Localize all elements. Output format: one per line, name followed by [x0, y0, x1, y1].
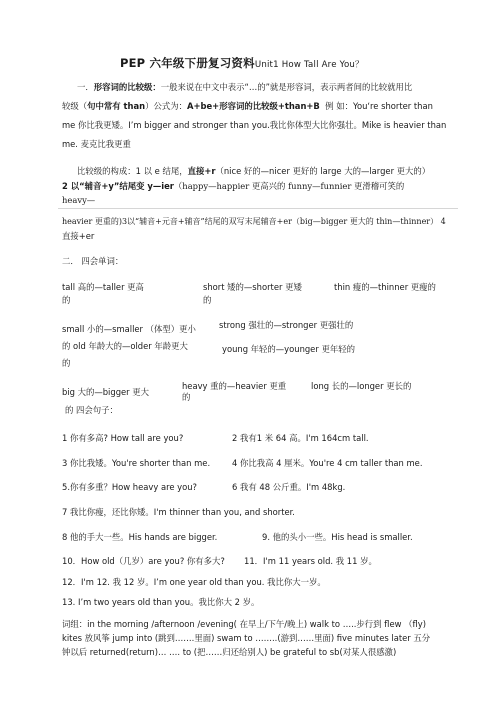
- sentence-7: 7 我比你瘦，还比你矮。I'm thinner than you, and shorter.: [62, 507, 295, 517]
- form-line3: heavy—: [62, 195, 96, 205]
- rule-bold: 2 以“辅音+y”结尾变 y—ier: [62, 181, 174, 191]
- sentence-9: 9. 他的头小一些。His head is smaller.: [262, 532, 413, 542]
- sentence-11: 11．I'm 11 years old. 我 11 岁。: [244, 556, 377, 566]
- sentence-5: 5.你有多重？How heavy are you?: [62, 482, 198, 492]
- section1-line3: me 你比我更矮。I’m bigger and stronger than you.我比你体型大比你强壮。Mike is heavier than: [62, 120, 447, 130]
- sentence-3: 3 你比我矮。You're shorter than me.: [62, 458, 211, 468]
- phrases-line1: 词组：in the morning /afternoon /evening( 在早上/下午/晚上) walk to …..步行到 flew （fly): [62, 619, 426, 629]
- word-young: young 年轻的—younger 更年轻的: [222, 344, 355, 354]
- phrases-line2: kites 放风筝 jump into (跳到…….里面) swam to ……..(游到……里面) five minutes later 五分: [62, 633, 431, 643]
- sentence-2: 2 我有1 米 64 高。I'm 164cm tall.: [232, 433, 369, 443]
- sentence-10: 10．How old（几岁）are you? 你有多大?: [62, 556, 225, 566]
- text-fragment: （nice 好的—nicer 更好的 large 大的—larger 更大的）: [215, 166, 431, 176]
- word-short: short 矮的—shorter 更矮: [203, 282, 302, 292]
- sentence-13: 13. I’m two years old than you。我比你大 2 岁。: [62, 597, 260, 607]
- section1-line2: [62, 101, 433, 112]
- word-old-cont: 的: [62, 358, 71, 368]
- sentence-12: 12．I'm 12. 我 12 岁。I’m one year old than you. 我比你大一岁。: [62, 577, 326, 587]
- rule-bold: 直接+r: [187, 166, 216, 176]
- text-fragment: 比较级的构成：1 以 e 结尾，: [77, 166, 188, 176]
- word-long: long 长的—longer 更长的: [311, 381, 412, 391]
- text-fragment: 较级（: [62, 101, 88, 111]
- form-line5: 直接+er: [62, 231, 95, 241]
- sentence-8: 8 他的手大一些。His hands are bigger.: [62, 532, 218, 542]
- section2-heading: 二． 四会单词：: [62, 256, 124, 266]
- word-tall-cont: 的: [62, 295, 71, 305]
- word-old: 的 old 年龄大的—older 年龄更大: [62, 341, 188, 351]
- than-hint: 句中常有 than: [87, 101, 146, 111]
- form-line1: [77, 166, 430, 177]
- word-short-cont: 的: [203, 295, 212, 305]
- text-fragment: ）公式为：: [145, 101, 187, 111]
- section1-number: 一．: [77, 82, 94, 92]
- section1-line1: [77, 82, 412, 93]
- word-heavy: heavy 重的—heavier 更重: [182, 381, 287, 391]
- section1-intro: 一般来说在中文中表示“…的”就是形容词，表示两者间的比较就用比: [160, 82, 413, 92]
- section1-heading: 形容词的比较级：: [93, 82, 161, 92]
- title-main: PEP 六年级下册复习资料: [120, 56, 255, 70]
- form-line4: heavier 更重的)3以“辅音+元音+辅音”结尾的双写末尾辅音+er（big—bigger 更大的 thin—thinner） 4: [62, 217, 446, 226]
- page-title: [120, 56, 364, 72]
- sentence-4: 4 你比我高 4 厘米。You're 4 cm taller than me.: [232, 458, 423, 468]
- text-fragment: （happy—happier 更高兴的 funny—funnier 更滑稽可笑的: [173, 181, 405, 191]
- example-lead: 例 如：You‘re shorter than: [325, 101, 433, 111]
- form-line2: [62, 181, 404, 192]
- word-small: small 小的—smaller （体型）更小: [62, 324, 196, 334]
- word-strong: strong 强壮的—stronger 更强壮的: [219, 320, 354, 330]
- four-sentences-heading: 的 四会句子：: [65, 405, 118, 415]
- sentence-6: 6 我有 48 公斤重。I'm 48kg.: [232, 482, 346, 492]
- section1-line4: me. 麦克比我更重: [62, 139, 131, 149]
- formula: A+be+形容词的比较级+than+B: [187, 101, 320, 111]
- title-unit: Unit1 How Tall Are You？: [254, 60, 364, 70]
- phrases-line3: 钟以后 returned(return)… …. to (把……归还给别人) be grateful to sb(对某人很感激): [62, 647, 397, 657]
- word-thin: thin 瘦的—thinner 更瘦的: [334, 282, 436, 292]
- word-tall: tall 高的—taller 更高: [62, 282, 144, 292]
- divider: [58, 208, 458, 209]
- word-big: big 大的—bigger 更大: [62, 387, 150, 397]
- word-heavy-cont: 的: [182, 392, 191, 402]
- sentence-1: 1 你有多高? How tall are you?: [62, 433, 184, 443]
